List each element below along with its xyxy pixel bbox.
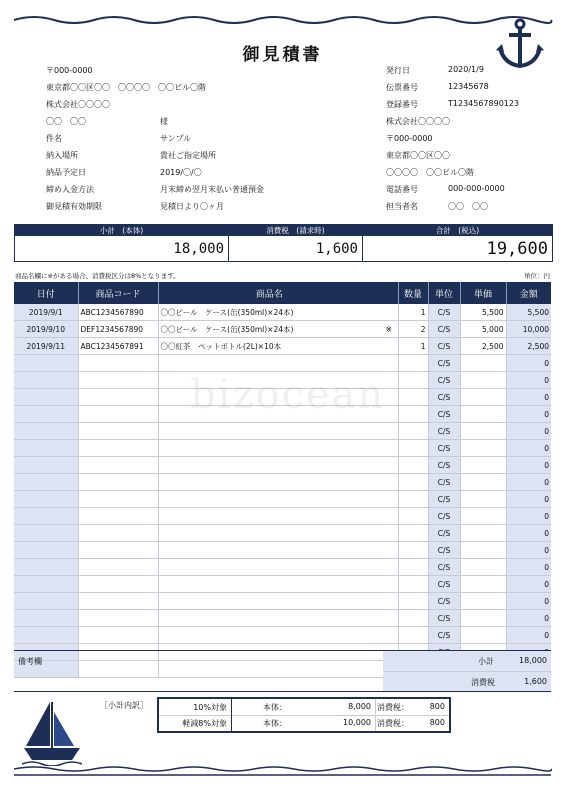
right-info-label: 〇〇〇〇 〇〇ビル〇階 — [386, 168, 474, 177]
cell-product-code: DEF1234567890 — [78, 321, 158, 338]
left-info-value: 見積日より〇ヶ月 — [160, 202, 224, 211]
cell-date — [14, 593, 78, 610]
cell-amount: 0 — [506, 525, 551, 542]
cell-amount: 10,000 — [506, 321, 551, 338]
cell-unit-price: 5,000 — [460, 321, 506, 338]
table-row — [14, 321, 551, 338]
left-info-value: サンプル — [160, 134, 192, 143]
cell-unit-price — [460, 508, 506, 525]
cell-unit-price — [460, 610, 506, 627]
cell-amount: 0 — [506, 576, 551, 593]
cell-unit-price — [460, 474, 506, 491]
cell-product-name — [158, 423, 380, 440]
cell-unit-price — [460, 372, 506, 389]
cell-tax-mark: ※ — [380, 321, 398, 338]
cell-unit: C/S — [428, 542, 460, 559]
cell-amount: 0 — [506, 627, 551, 644]
table-row — [14, 610, 551, 627]
cell-unit-price — [460, 525, 506, 542]
cell-unit-price — [460, 406, 506, 423]
cell-date — [14, 372, 78, 389]
cell-tax-mark — [380, 627, 398, 644]
cell-unit: C/S — [428, 474, 460, 491]
tax-cell — [229, 225, 363, 261]
cell-unit-price — [460, 576, 506, 593]
right-info-value: 000-000-0000 — [448, 184, 505, 193]
cell-quantity: 1 — [398, 338, 428, 355]
cell-quantity — [398, 389, 428, 406]
table-row — [14, 304, 551, 321]
cell-unit-price — [460, 559, 506, 576]
cell-product-code — [78, 508, 158, 525]
right-info-label: 株式会社〇〇〇〇 — [386, 117, 450, 126]
cell-tax-mark — [380, 304, 398, 321]
cell-product-code — [78, 372, 158, 389]
cell-unit: C/S — [428, 610, 460, 627]
tax-label: 消費税 (請求時) — [229, 225, 362, 236]
sailboat-icon — [22, 698, 82, 766]
breakdown-body: 10,000 — [343, 718, 371, 727]
cell-unit: C/S — [428, 372, 460, 389]
left-info-value: 貴社ご指定場所 — [160, 151, 216, 160]
cell-quantity — [398, 372, 428, 389]
cell-product-name — [158, 355, 380, 372]
left-info-label: 件名 — [46, 134, 62, 143]
column-header-unit-price: 単価 — [460, 282, 506, 304]
cell-product-name — [158, 627, 380, 644]
cell-unit: C/S — [428, 423, 460, 440]
breakdown-tax: 800 — [429, 702, 445, 711]
left-info-label: 御見積有効期限 — [46, 202, 102, 211]
left-info-label: 納品予定日 — [46, 168, 86, 177]
cell-date — [14, 491, 78, 508]
cell-product-name — [158, 610, 380, 627]
cell-unit-price — [460, 423, 506, 440]
cell-date — [14, 423, 78, 440]
column-header-amount: 金額 — [506, 282, 551, 304]
cell-date — [14, 627, 78, 644]
cell-tax-mark — [380, 355, 398, 372]
breakdown-tax-label: 消費税： — [377, 703, 409, 712]
cell-product-code — [78, 559, 158, 576]
cell-amount: 5,500 — [506, 304, 551, 321]
cell-date — [14, 355, 78, 372]
table-body — [14, 304, 551, 678]
cell-unit: C/S — [428, 406, 460, 423]
cell-amount: 0 — [506, 559, 551, 576]
cell-unit-price — [460, 542, 506, 559]
breakdown-tax: 800 — [429, 718, 445, 727]
left-info-label: 〒000-0000 — [46, 66, 93, 75]
cell-amount: 0 — [506, 508, 551, 525]
cell-product-code — [78, 542, 158, 559]
left-info-label: 〇〇 〇〇 — [46, 117, 86, 126]
cell-date — [14, 474, 78, 491]
top-wave-decoration — [0, 14, 565, 26]
cell-quantity — [398, 457, 428, 474]
cell-date — [14, 457, 78, 474]
cell-date — [14, 610, 78, 627]
table-row — [14, 542, 551, 559]
cell-product-name — [158, 491, 380, 508]
column-header-product-code: 商品コード — [78, 282, 158, 304]
cell-date: 2019/9/1 — [14, 304, 78, 321]
cell-quantity — [398, 542, 428, 559]
cell-date — [14, 525, 78, 542]
left-info-value: 月末締め翌月末払い普通預金 — [160, 185, 264, 194]
table-row — [14, 576, 551, 593]
cell-unit: C/S — [428, 389, 460, 406]
breakdown-body-label: 本体： — [263, 703, 287, 712]
cell-product-name — [158, 440, 380, 457]
cell-amount: 0 — [506, 406, 551, 423]
breakdown-tax-label: 消費税： — [377, 719, 409, 728]
cell-unit-price — [460, 457, 506, 474]
table-row — [14, 474, 551, 491]
cell-product-name — [158, 559, 380, 576]
cell-quantity — [398, 423, 428, 440]
left-info-label: 納入場所 — [46, 151, 78, 160]
cell-tax-mark — [380, 559, 398, 576]
cell-product-code — [78, 593, 158, 610]
column-header-tax-mark — [380, 282, 398, 304]
cell-date — [14, 389, 78, 406]
cell-tax-mark — [380, 440, 398, 457]
left-info-value: 2019/〇/〇 — [160, 168, 202, 177]
table-row — [14, 593, 551, 610]
cell-product-name: 〇〇紅茶 ペットボトル(2L)×10本 — [158, 338, 380, 355]
cell-unit-price — [460, 389, 506, 406]
unit-label: 単位：円 — [524, 272, 550, 280]
cell-tax-mark — [380, 491, 398, 508]
right-info-value: 〇〇 〇〇 — [448, 202, 488, 211]
cell-unit-price: 2,500 — [460, 338, 506, 355]
breakdown-body: 8,000 — [348, 702, 371, 711]
cell-tax-mark — [380, 338, 398, 355]
footer-tax-value: 1,600 — [524, 677, 547, 686]
cell-quantity — [398, 627, 428, 644]
subtotal-cell — [15, 225, 229, 261]
cell-product-name — [158, 542, 380, 559]
cell-product-name — [158, 474, 380, 491]
cell-date — [14, 542, 78, 559]
table-row — [14, 440, 551, 457]
cell-unit: C/S — [428, 508, 460, 525]
breakdown-row — [159, 699, 449, 716]
cell-tax-mark — [380, 542, 398, 559]
cell-unit: C/S — [428, 457, 460, 474]
right-info-label: 電話番号 — [386, 185, 418, 194]
cell-date — [14, 440, 78, 457]
cell-product-code — [78, 491, 158, 508]
tax-value: 1,600 — [315, 241, 358, 257]
table-row — [14, 525, 551, 542]
cell-unit-price — [460, 627, 506, 644]
cell-unit: C/S — [428, 627, 460, 644]
cell-quantity: 1 — [398, 304, 428, 321]
cell-date — [14, 508, 78, 525]
cell-product-name: 〇〇ビール ケース(缶(350ml)×24本) — [158, 304, 380, 321]
cell-unit: C/S — [428, 321, 460, 338]
amount-summary — [14, 224, 553, 262]
column-header-product-name: 商品名 — [158, 282, 380, 304]
cell-date — [14, 406, 78, 423]
left-info-label: 株式会社〇〇〇〇 — [46, 100, 110, 109]
cell-quantity — [398, 491, 428, 508]
cell-quantity — [398, 508, 428, 525]
cell-quantity — [398, 474, 428, 491]
cell-unit-price — [460, 593, 506, 610]
right-info-value: 12345678 — [448, 82, 489, 91]
cell-unit-price: 5,500 — [460, 304, 506, 321]
table-header-row — [14, 282, 551, 304]
footer-subtotal-label: 小計 — [478, 657, 494, 666]
cell-tax-mark — [380, 423, 398, 440]
cell-unit-price — [460, 355, 506, 372]
cell-product-name — [158, 525, 380, 542]
cell-amount: 0 — [506, 389, 551, 406]
total-label: 合計 (税込) — [363, 225, 552, 236]
cell-unit: C/S — [428, 559, 460, 576]
cell-amount: 0 — [506, 372, 551, 389]
cell-date — [14, 559, 78, 576]
breakdown-body-label: 本体： — [263, 719, 287, 728]
cell-product-code — [78, 423, 158, 440]
right-info-value: T1234567890123 — [448, 99, 520, 108]
document-title: 御見積書 — [242, 45, 323, 65]
subtotal-label: 小計 (本体) — [15, 225, 228, 236]
cell-unit: C/S — [428, 593, 460, 610]
cell-amount: 0 — [506, 542, 551, 559]
items-table — [14, 282, 551, 678]
right-info-value: 2020/1/9 — [448, 65, 484, 74]
cell-unit-price — [460, 440, 506, 457]
cell-quantity — [398, 406, 428, 423]
subtotal-value: 18,000 — [173, 241, 224, 257]
watermark: bizocean — [190, 372, 386, 418]
table-row — [14, 338, 551, 355]
cell-product-code — [78, 389, 158, 406]
cell-product-code — [78, 525, 158, 542]
cell-unit: C/S — [428, 576, 460, 593]
table-row — [14, 423, 551, 440]
cell-tax-mark — [380, 457, 398, 474]
right-info-label: 登録番号 — [386, 100, 418, 109]
cell-product-code — [78, 457, 158, 474]
left-info-label: 締め入金方法 — [46, 185, 94, 194]
cell-quantity — [398, 525, 428, 542]
cell-product-code — [78, 355, 158, 372]
right-info-label: 担当者名 — [386, 202, 418, 211]
table-row — [14, 627, 551, 644]
table-row — [14, 491, 551, 508]
cell-quantity — [398, 610, 428, 627]
right-info-label: 東京都〇〇区〇〇 — [386, 151, 450, 160]
cell-unit: C/S — [428, 525, 460, 542]
cell-product-name — [158, 457, 380, 474]
cell-product-name — [158, 576, 380, 593]
cell-unit: C/S — [428, 491, 460, 508]
cell-amount: 0 — [506, 440, 551, 457]
tax-note: 商品名欄に※がある場合、消費税区分は8%となります。 — [15, 272, 180, 280]
cell-product-name: 〇〇ビール ケース(缶(350ml)×24本) — [158, 321, 380, 338]
cell-amount: 0 — [506, 491, 551, 508]
cell-product-name — [158, 593, 380, 610]
cell-amount: 2,500 — [506, 338, 551, 355]
bottom-wave-decoration — [0, 765, 565, 779]
cell-quantity — [398, 355, 428, 372]
cell-date — [14, 576, 78, 593]
cell-tax-mark — [380, 474, 398, 491]
right-info-label: 伝票番号 — [386, 83, 418, 92]
cell-quantity — [398, 440, 428, 457]
column-header-date: 日付 — [14, 282, 78, 304]
cell-product-code — [78, 406, 158, 423]
cell-quantity — [398, 593, 428, 610]
cell-amount: 0 — [506, 610, 551, 627]
cell-tax-mark — [380, 610, 398, 627]
remarks-area — [14, 650, 551, 692]
cell-unit: C/S — [428, 355, 460, 372]
right-info-label: 〒000-0000 — [386, 134, 433, 143]
cell-product-code: ABC1234567891 — [78, 338, 158, 355]
table-row — [14, 355, 551, 372]
breakdown-rate: 軽減8%対象 — [182, 719, 227, 728]
cell-tax-mark — [380, 593, 398, 610]
cell-amount: 0 — [506, 457, 551, 474]
cell-tax-mark — [380, 576, 398, 593]
cell-tax-mark — [380, 525, 398, 542]
footer-totals — [383, 651, 551, 691]
cell-product-name — [158, 508, 380, 525]
table-row — [14, 508, 551, 525]
breakdown-row — [159, 715, 449, 731]
cell-product-code — [78, 576, 158, 593]
cell-amount: 0 — [506, 423, 551, 440]
cell-product-code — [78, 474, 158, 491]
table-row — [14, 559, 551, 576]
breakdown-label: ［小計内訳］ — [100, 701, 148, 710]
cell-date: 2019/9/10 — [14, 321, 78, 338]
cell-unit: C/S — [428, 440, 460, 457]
left-info-label: 東京都〇〇区〇〇 〇〇〇〇 〇〇ビル〇階 — [46, 83, 206, 92]
cell-amount: 0 — [506, 355, 551, 372]
cell-unit: C/S — [428, 338, 460, 355]
right-info-label: 発行日 — [386, 66, 410, 75]
footer-subtotal-value: 18,000 — [519, 656, 547, 665]
breakdown-rate: 10%対象 — [193, 703, 227, 712]
cell-product-code: ABC1234567890 — [78, 304, 158, 321]
footer-tax-label: 消費税 — [471, 678, 495, 687]
cell-quantity: 2 — [398, 321, 428, 338]
breakdown-box — [157, 697, 451, 733]
remarks-label: 備考欄 — [18, 657, 42, 666]
cell-quantity — [398, 576, 428, 593]
cell-product-code — [78, 627, 158, 644]
left-info-value: 様 — [160, 117, 168, 126]
column-header-quantity: 数量 — [398, 282, 428, 304]
total-value: 19,600 — [486, 239, 548, 259]
cell-amount: 0 — [506, 593, 551, 610]
cell-tax-mark — [380, 508, 398, 525]
cell-product-code — [78, 610, 158, 627]
cell-date: 2019/9/11 — [14, 338, 78, 355]
total-cell — [363, 225, 552, 261]
cell-quantity — [398, 559, 428, 576]
cell-product-code — [78, 440, 158, 457]
cell-unit-price — [460, 491, 506, 508]
cell-unit: C/S — [428, 304, 460, 321]
column-header-unit: 単位 — [428, 282, 460, 304]
table-row — [14, 457, 551, 474]
cell-amount: 0 — [506, 474, 551, 491]
